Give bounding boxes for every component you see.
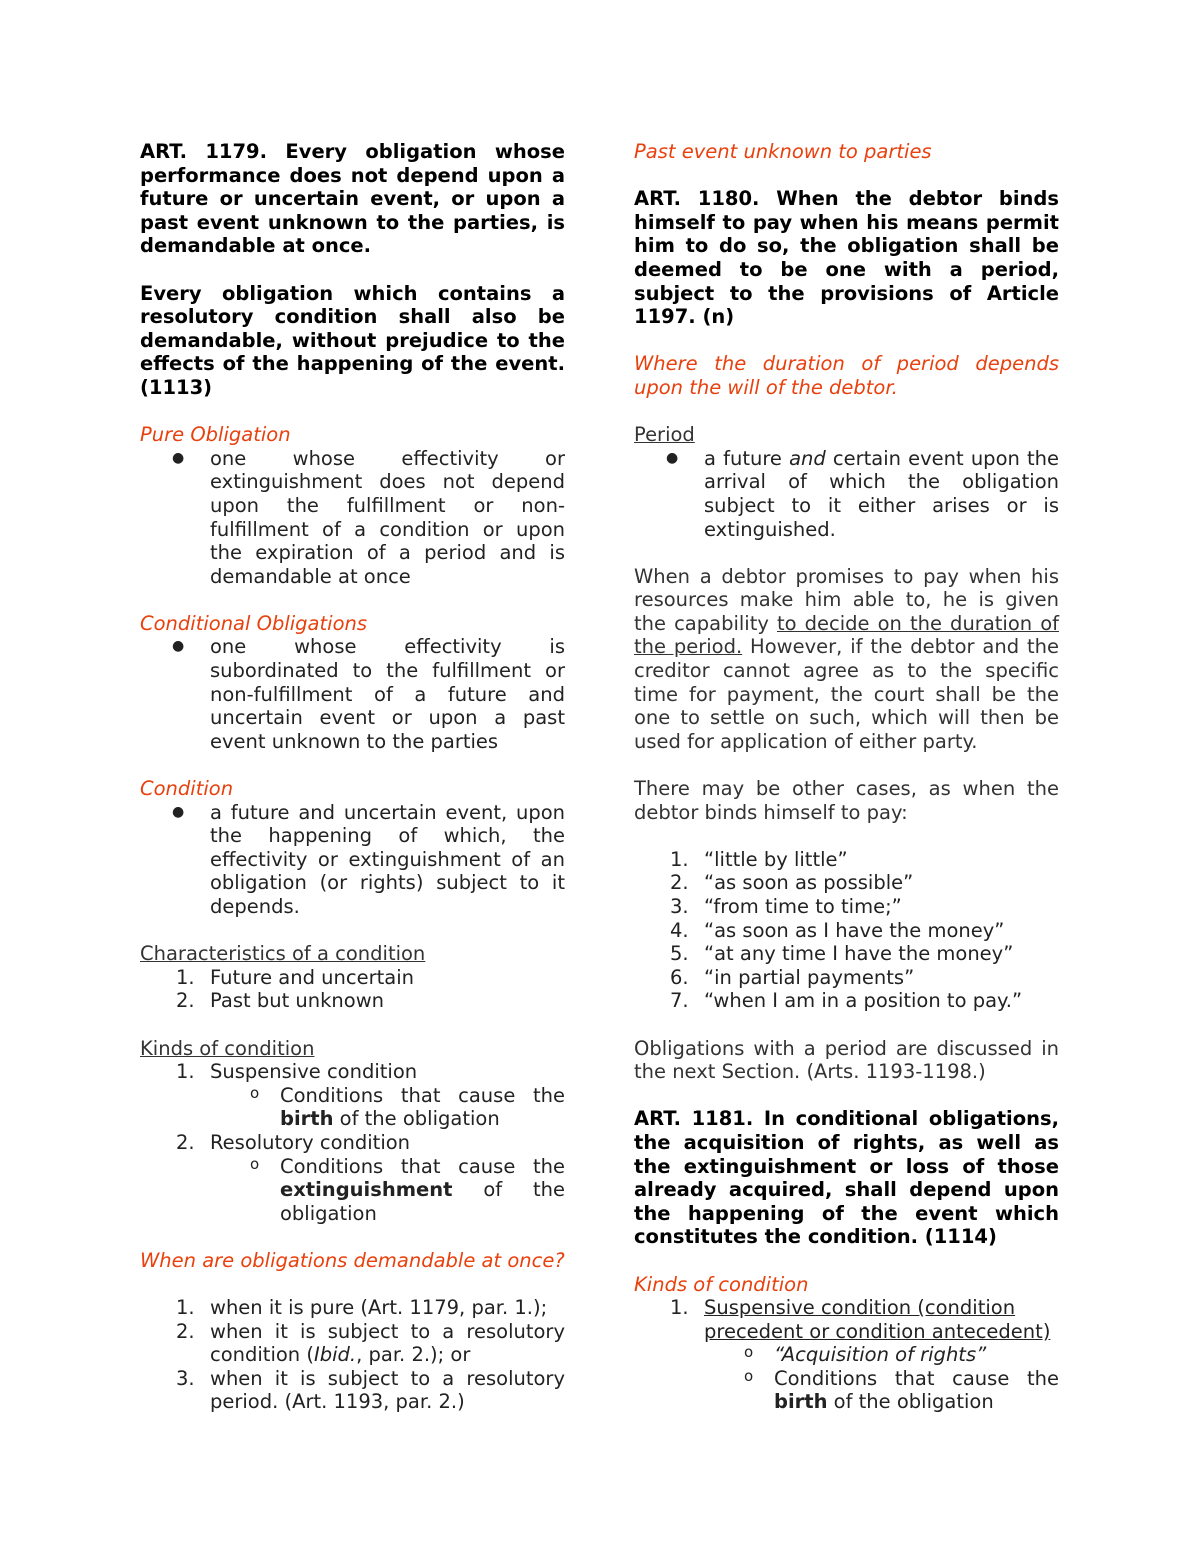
sub-text: Conditions that cause the: [774, 1366, 1059, 1390]
list-number: 1.: [670, 847, 689, 871]
conditional-obligations-list: [140, 635, 565, 753]
list-number: 2.: [670, 871, 689, 895]
art-1179-paragraph-1: ART. 1179. Every obligation whose performance does not depend upon a future or uncertain event, or upon a past event unknown to the parties, is demandable at once.: [140, 140, 565, 258]
art-1179-paragraph-2: Every obligation which contains a resolutory condition shall also be demandable, without prejudice to the effects of the happening of the event. (1113): [140, 281, 565, 399]
paragraph-text: However, if the debtor and the creditor cannot agree as to the specific time for payment, the court shall be the one to settle on such, which will then be used for application of either party.: [634, 635, 1059, 753]
paragraph-text: When a debtor promises to pay when his resources make him able to, he is given the capability: [634, 564, 1059, 635]
demandable-heading: When are obligations demandable at once?: [140, 1248, 565, 1272]
characteristics-list: [140, 966, 565, 1013]
list-number: 6.: [670, 965, 689, 989]
cases-list: [634, 848, 1059, 1013]
sub-text: of the obligation: [827, 1390, 994, 1414]
sub-list: [210, 1155, 565, 1226]
list-item-text: “from time to time;”: [704, 895, 902, 918]
list-item-text: , par. 2.); or: [356, 1343, 471, 1367]
list-item-text: “when I am in a position to pay.”: [704, 989, 1023, 1013]
list-item-text: “in partial payments”: [704, 965, 915, 989]
list-item: [140, 1296, 565, 1320]
list-item-text: Suspensive condition (condition precedent or condition antecedent): [704, 1296, 1051, 1343]
list-item: [140, 1060, 565, 1131]
list-number: 3.: [670, 895, 689, 918]
sub-list-item: [704, 1343, 1059, 1367]
list-item: [634, 1296, 1059, 1414]
pure-obligation-list: [140, 447, 565, 589]
list-item: [634, 966, 1059, 990]
list-item: 2. Past but unknown: [176, 989, 385, 1013]
past-event-heading: Past event unknown to parties: [634, 140, 932, 163]
bullet-italic: and: [789, 446, 826, 470]
list-item: [140, 1367, 565, 1414]
conditional-obligations-heading: Conditional Obligations: [140, 611, 368, 635]
list-number: 5.: [670, 942, 689, 966]
other-cases-paragraph: There may be other cases, as when the debtor binds himself to pay:: [634, 777, 1059, 824]
list-item: [634, 942, 1059, 966]
list-number: 1.: [670, 1296, 689, 1320]
list-item-italic: Ibid.: [313, 1343, 357, 1367]
list-item: [634, 895, 1059, 919]
sub-text: Conditions that cause the: [280, 1083, 565, 1107]
list-item: [634, 989, 1059, 1013]
list-item-text: “as soon as possible”: [704, 871, 914, 895]
sub-list-item: [210, 1084, 565, 1131]
art-1180-paragraph: ART. 1180. When the debtor binds himself to pay when his means permit him to do so, the obligation shall be deemed to be one with a period, subject to the provisions of Article 1197. (n): [634, 187, 1059, 329]
list-item: 1. Future and uncertain: [176, 965, 415, 989]
list-item-text: Past but unknown: [210, 989, 385, 1013]
kinds-of-condition-heading-right: Kinds of condition: [634, 1272, 809, 1296]
kinds-of-condition-list: [140, 1060, 565, 1225]
list-number: 4.: [670, 918, 689, 942]
left-column: [140, 140, 565, 1438]
sub-list-item: [210, 1155, 565, 1226]
list-number: 1.: [176, 1060, 195, 1084]
list-item-text: Future and uncertain: [210, 965, 415, 989]
sub-italic: “Acquisition of rights”: [774, 1343, 987, 1367]
list-item-text: Suspensive condition: [210, 1060, 418, 1084]
list-item: [634, 848, 1059, 872]
condition-list: [140, 801, 565, 919]
duration-heading: Where the duration of period depends upon the will of the debtor.: [634, 352, 1059, 399]
sub-bold: extinguishment: [280, 1178, 453, 1202]
list-number: 3.: [176, 1366, 195, 1390]
characteristics-heading: Characteristics of a condition: [140, 942, 426, 966]
list-item: [634, 871, 1059, 895]
pure-obligation-heading: Pure Obligation: [140, 423, 291, 447]
bullet-text: a future: [704, 446, 790, 470]
conditional-obligations-bullet: ● one whose effectivity is subordinated to the fulfillment or non-fulfillment of a future and uncertain event or upon a past event unknown to the parties: [140, 635, 565, 753]
list-item: [140, 1131, 565, 1225]
period-list: [634, 447, 1059, 541]
paragraph-underlined: to decide on the duration of the period.: [634, 611, 1059, 659]
list-item-text: when it is subject to a resolutory period. (Art. 1193, par. 2.): [210, 1366, 565, 1414]
list-number: 7.: [670, 989, 689, 1013]
art-1181-paragraph: ART. 1181. In conditional obligations, the acquisition of rights, as well as the extinguishment or loss of those already acquired, shall depend upon the happening of the event which constitutes the condition. (1114): [634, 1107, 1059, 1249]
sub-text: Conditions that cause the: [280, 1154, 565, 1178]
pure-obligation-bullet: ● one whose effectivity or extinguishment does not depend upon the fulfillment or non-fulfillment of a condition or upon the expiration of a period and is demandable at once: [140, 447, 565, 589]
condition-heading: Condition: [140, 777, 234, 801]
bullet-text: certain event upon the arrival of which the obligation subject to it either arises or is extinguished.: [704, 446, 1059, 541]
demandable-list: [140, 1296, 565, 1414]
obligations-period-paragraph: Obligations with a period are discussed in the next Section. (Arts. 1193-1198.): [634, 1036, 1059, 1084]
condition-bullet: ● a future and uncertain event, upon the happening of which, the effectivity or extinguishment of an obligation (or rights) subject to it depends.: [140, 801, 565, 919]
list-number: 2.: [176, 1319, 195, 1343]
sub-text: of the obligation: [333, 1107, 500, 1131]
kinds-of-condition-list-right: [634, 1296, 1059, 1414]
list-item-text: “at any time I have the money”: [704, 942, 1014, 966]
sub-list: [704, 1343, 1059, 1414]
list-item: [634, 919, 1059, 943]
sub-list: [210, 1084, 565, 1131]
list-item-text: “little by little”: [704, 847, 848, 871]
list-item: [140, 1320, 565, 1367]
kinds-of-condition-heading: Kinds of condition: [140, 1036, 315, 1060]
period-label: Period: [634, 423, 695, 447]
list-number: 1.: [176, 1296, 195, 1320]
debtor-paragraph: [634, 565, 1059, 754]
sub-text: of the obligation: [280, 1178, 565, 1225]
sub-bold: birth: [774, 1390, 828, 1414]
sub-bold: birth: [280, 1107, 334, 1131]
list-item-text: “as soon as I have the money”: [704, 918, 1005, 942]
period-bullet: [634, 447, 1059, 541]
list-item-text: when it is subject to a resolutory condition (: [210, 1319, 565, 1367]
sub-list-item: [704, 1367, 1059, 1414]
right-column: [634, 140, 1059, 1438]
list-item-text: Resolutory condition: [210, 1130, 411, 1154]
list-item-text: when it is pure (Art. 1179, par. 1.);: [210, 1296, 548, 1320]
list-number: 2.: [176, 1130, 195, 1154]
